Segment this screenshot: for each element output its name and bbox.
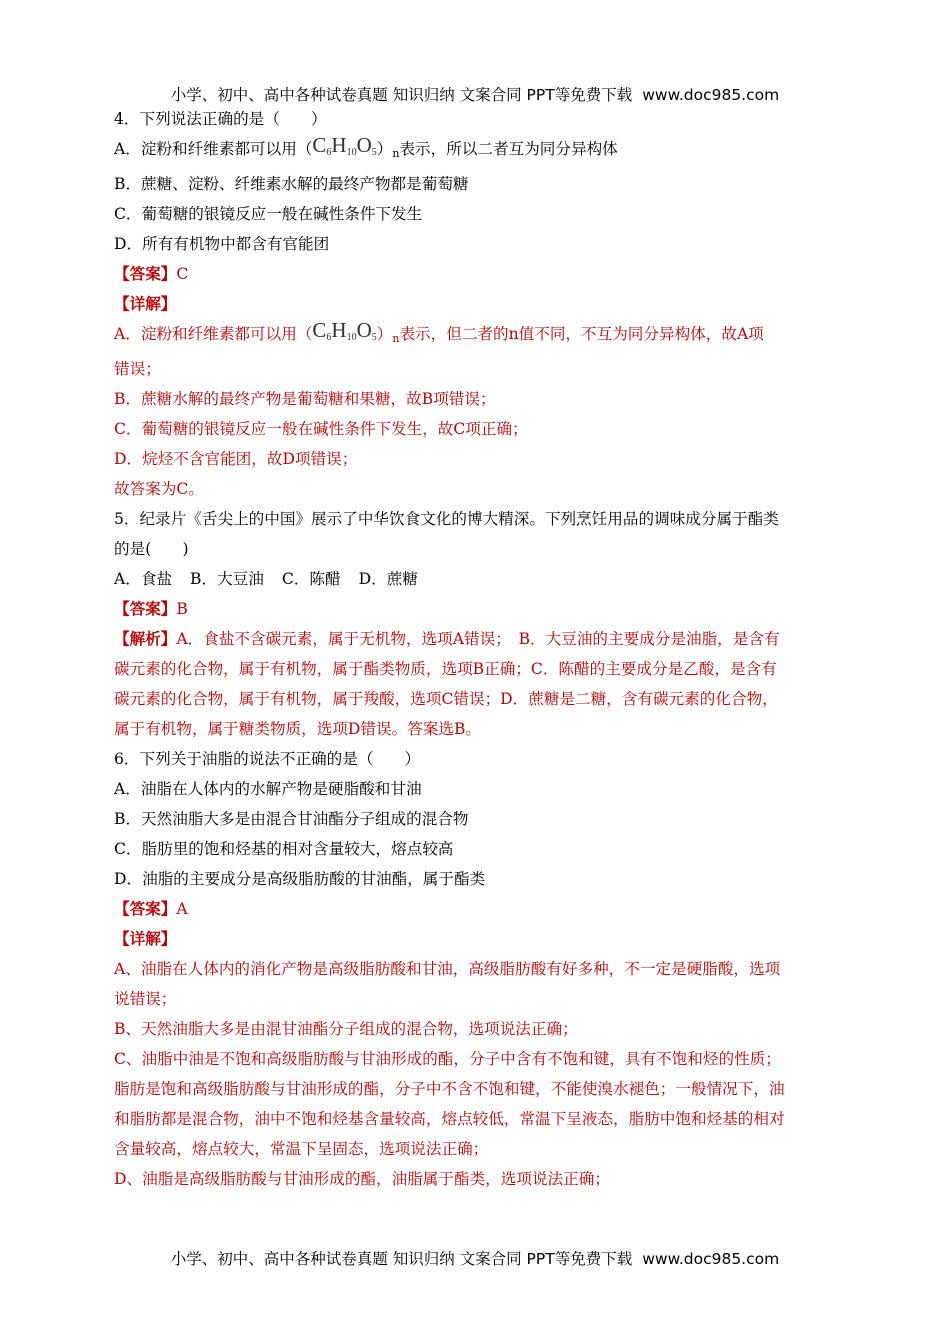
footer-site[interactable]: www.doc985.com xyxy=(642,1250,780,1268)
q6-option-a: A．油脂在人体内的水解产物是硬脂酸和甘油 xyxy=(114,780,422,798)
formula-c6h10o5: $C_6H_{10}O_5$ xyxy=(312,133,377,158)
q4-stem: 4．下列说法正确的是（ ） xyxy=(114,110,327,128)
q6-option-d: D．油脂的主要成分是高级脂肪酸的甘油酯，属于酯类 xyxy=(114,870,486,888)
q6-answer: 【答案】A xyxy=(114,899,188,918)
q4-explain-a-cont: 错误； xyxy=(114,360,161,378)
q4-conclusion: 故答案为C。 xyxy=(114,480,204,498)
page-footer xyxy=(0,1247,950,1269)
q5-option-a: A．食盐 xyxy=(114,570,173,588)
q6-explain-6: 和脂肪都是混合物，油中不饱和烃基含量较高，熔点较低，常温下呈液态，脂肪中饱和烃基的相对 xyxy=(114,1110,785,1128)
q5-stem-cont: 的是( ) xyxy=(114,540,189,558)
q4-explain-d: D．烷烃不含官能团，故D项错误； xyxy=(114,450,358,468)
q5-options xyxy=(114,564,836,594)
q4-explain-b: B．蔗糖水解的最终产物是葡萄糖和果糖，故B项错误； xyxy=(114,390,496,408)
q4-option-c: C．葡萄糖的银镜反应一般在碱性条件下发生 xyxy=(114,205,423,223)
q5-option-c: C．陈醋 xyxy=(281,570,341,588)
q5-analysis-3: 碳元素的化合物，属于有机物，属于羧酸，选项C错误；D．蔗糖是二糖，含有碳元素的化合物， xyxy=(114,690,778,708)
q6-explain-8: D、油脂是高级脂肪酸与甘油形成的酯，油脂属于酯类，选项说法正确； xyxy=(114,1170,610,1188)
q6-explain-4: C、油脂中油是不饱和高级脂肪酸与甘油形成的酯，分子中含有不饱和键，具有不饱和烃的性质； xyxy=(114,1050,781,1068)
footer-text: 小学、初中、高中各种试卷真题 知识归纳 文案合同 PPT等免费下载 xyxy=(170,1250,633,1268)
q5-analysis-4: 属于有机物，属于糖类物质，选项D错误。答案选B。 xyxy=(114,720,482,738)
page-header xyxy=(0,83,950,105)
q4-explain-c: C．葡萄糖的银镜反应一般在碱性条件下发生，故C项正确； xyxy=(114,420,528,438)
q5-option-d: D．蔗糖 xyxy=(358,570,418,588)
q4-explain-a: A．淀粉和纤维素都可以用$(C_6H_{10}O_5)n$表示，但二者的n值不同，不互为同分异构体，故A项 xyxy=(114,318,764,345)
q4-option-b: B．蔗糖、淀粉、纤维素水解的最终产物都是葡萄糖 xyxy=(114,175,469,193)
q4-option-a: A．淀粉和纤维素都可以用$(C_6H_{10}O_5)n$表示，所以二者互为同分异构体 xyxy=(114,133,618,160)
q5-analysis-2: 碳元素的化合物，属于有机物，属于酯类物质，选项B正确；C．陈醋的主要成分是乙酸，是含有 xyxy=(114,660,777,678)
header-text: 小学、初中、高中各种试卷真题 知识归纳 文案合同 PPT等免费下载 xyxy=(170,86,633,104)
q4-detail-heading: 【详解】 xyxy=(114,294,177,313)
q5-stem: 5．纪录片《舌尖上的中国》展示了中华饮食文化的博大精深。下列烹饪用品的调味成分属于酯类 xyxy=(114,510,779,528)
q6-detail-heading: 【详解】 xyxy=(114,929,177,948)
q6-explain-5: 脂肪是饱和高级脂肪酸与甘油形成的酯，分子中不含不饱和键，不能使溴水褪色；一般情况下，油 xyxy=(114,1080,785,1098)
document-body xyxy=(114,104,836,1194)
q6-stem: 6．下列关于油脂的说法不正确的是（ ） xyxy=(114,750,421,768)
q4-answer: 【答案】C xyxy=(114,264,189,283)
q6-explain-7: 含量较高，熔点较大，常温下呈固态，选项说法正确； xyxy=(114,1140,489,1158)
q6-explain-1: A、油脂在人体内的消化产物是高级脂肪酸和甘油，高级脂肪酸有好多种，不一定是硬脂酸，选项 xyxy=(114,960,781,978)
q5-option-b: B．大豆油 xyxy=(190,570,264,588)
q5-analysis: 【解析】A．食盐不含碳元素，属于无机物，选项A错误； B．大豆油的主要成分是油脂，是含有 xyxy=(114,629,780,648)
q5-answer: 【答案】B xyxy=(114,599,188,618)
q6-explain-3: B、天然油脂大多是由混甘油酯分子组成的混合物，选项说法正确； xyxy=(114,1020,578,1038)
header-site[interactable]: www.doc985.com xyxy=(642,86,780,104)
q6-explain-2: 说错误； xyxy=(114,990,177,1008)
q6-option-b: B．天然油脂大多是由混合甘油酯分子组成的混合物 xyxy=(114,810,469,828)
q4-option-d: D．所有有机物中都含有官能团 xyxy=(114,235,330,253)
q6-option-c: C．脂肪里的饱和烃基的相对含量较大，熔点较高 xyxy=(114,840,454,858)
formula-c6h10o5: $C_6H_{10}O_5$ xyxy=(312,318,377,343)
